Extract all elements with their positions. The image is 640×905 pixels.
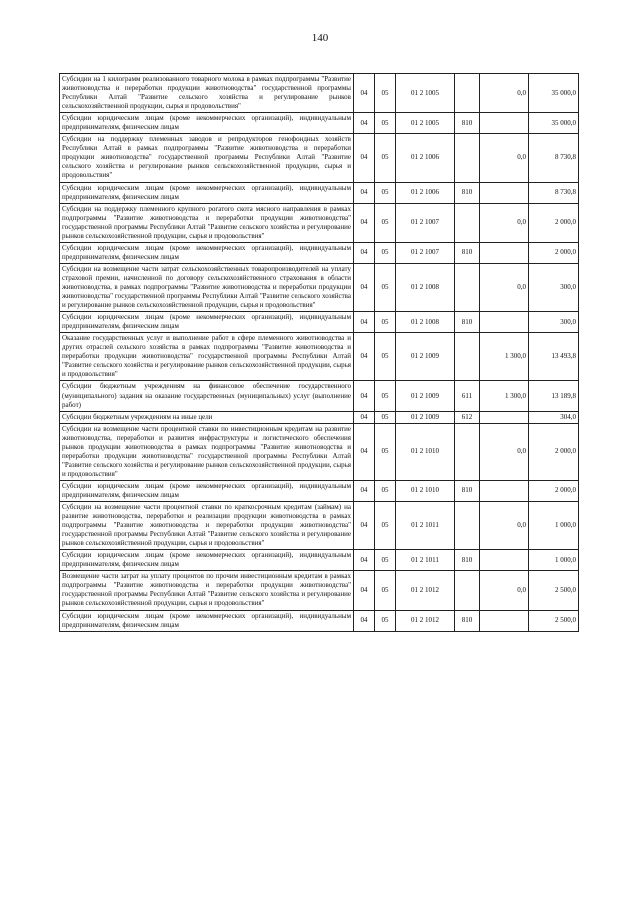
cell-expense-type xyxy=(455,263,480,311)
budget-table-body xyxy=(60,74,579,632)
budget-table xyxy=(59,73,579,632)
cell-section: 04 xyxy=(354,312,375,333)
cell-amount-a xyxy=(480,610,529,631)
cell-amount-b: 1 000,0 xyxy=(529,502,579,550)
cell-target-code: 01 2 1010 xyxy=(396,423,455,480)
cell-subsection: 05 xyxy=(375,571,396,610)
cell-description: Субсидии юридическим лицам (кроме некоммерческих организаций), индивидуальным предпринимателям, физическим лицам xyxy=(60,242,354,263)
cell-section: 04 xyxy=(354,571,375,610)
table-row xyxy=(60,333,579,381)
cell-description: Возмещение части затрат на уплату процентов по прочим инвестиционным кредитам в рамках подпрограммы "Развитие животноводства и переработки продукции животноводства" государственной программы Республики Алтай "Развитие сельского хозяйства и регулирование рынков сельскохозяйственной продукции, сырья и продовольствия" xyxy=(60,571,354,610)
cell-amount-a xyxy=(480,550,529,571)
cell-description: Субсидии юридическим лицам (кроме некоммерческих организаций), индивидуальным предпринимателям, физическим лицам xyxy=(60,113,354,134)
cell-amount-a xyxy=(480,411,529,423)
cell-expense-type xyxy=(455,423,480,480)
cell-amount-b: 13 189,8 xyxy=(529,381,579,411)
table-row xyxy=(60,480,579,501)
cell-expense-type: 810 xyxy=(455,312,480,333)
cell-section: 04 xyxy=(354,263,375,311)
cell-description: Субсидии юридическим лицам (кроме некоммерческих организаций), индивидуальным предпринимателям, физическим лицам xyxy=(60,480,354,501)
cell-amount-b: 2 000,0 xyxy=(529,242,579,263)
cell-target-code: 01 2 1008 xyxy=(396,312,455,333)
cell-subsection: 05 xyxy=(375,550,396,571)
cell-target-code: 01 2 1009 xyxy=(396,333,455,381)
table-row xyxy=(60,381,579,411)
cell-amount-a xyxy=(480,312,529,333)
table-row xyxy=(60,113,579,134)
cell-description: Субсидии на 1 килограмм реализованного товарного молока в рамках подпрограммы "Развитие животноводства и переработки продукции животноводства" государственной программы Республики Алтай "Развитие сельского хозяйства и регулирование рынков сельскохозяйственной продукции, сырья и продовольствия" xyxy=(60,74,354,113)
cell-expense-type: 810 xyxy=(455,242,480,263)
cell-target-code: 01 2 1008 xyxy=(396,263,455,311)
cell-section: 04 xyxy=(354,502,375,550)
cell-target-code: 01 2 1011 xyxy=(396,550,455,571)
cell-target-code: 01 2 1009 xyxy=(396,381,455,411)
cell-subsection: 05 xyxy=(375,333,396,381)
cell-expense-type: 810 xyxy=(455,480,480,501)
cell-amount-a: 0,0 xyxy=(480,571,529,610)
cell-subsection: 05 xyxy=(375,242,396,263)
table-row xyxy=(60,502,579,550)
cell-amount-b: 300,0 xyxy=(529,312,579,333)
cell-amount-b: 2 500,0 xyxy=(529,610,579,631)
cell-subsection: 05 xyxy=(375,423,396,480)
cell-amount-a: 1 300,0 xyxy=(480,333,529,381)
cell-description: Субсидии на возмещение части процентной ставки по инвестиционным кредитам на развитие животноводства, переработки и развития инфраструктуры и логистического обеспечения рынков продукции животноводства в рамках подпрограммы "Развитие животноводства и переработки продукции животноводства" государственной программы Республики Алтай "Развитие сельского хозяйства и регулирование рынков сельскохозяйственной продукции, сырья и продовольствия" xyxy=(60,423,354,480)
cell-description: Субсидии бюджетным учреждениям на иные цели xyxy=(60,411,354,423)
table-row xyxy=(60,134,579,182)
table-row xyxy=(60,571,579,610)
cell-description: Субсидии на возмещение части затрат сельскохозяйственных товаропроизводителей на уплату страховой премии, начисленной по договору сельскохозяйственного страхования в области животноводства, в рамках подпрограммы "Развитие животноводства и переработки продукции животноводства" государственной программы Республики Алтай "Развитие сельского хозяйства и регулирование рынков сельскохозяйственной продукции, сырья и продовольствия" xyxy=(60,263,354,311)
cell-section: 04 xyxy=(354,182,375,203)
cell-amount-a: 0,0 xyxy=(480,502,529,550)
cell-expense-type: 810 xyxy=(455,550,480,571)
cell-section: 04 xyxy=(354,203,375,242)
cell-amount-b: 1 000,0 xyxy=(529,550,579,571)
cell-amount-a xyxy=(480,182,529,203)
cell-subsection: 05 xyxy=(375,134,396,182)
cell-target-code: 01 2 1007 xyxy=(396,203,455,242)
cell-subsection: 05 xyxy=(375,381,396,411)
cell-subsection: 05 xyxy=(375,411,396,423)
cell-target-code: 01 2 1010 xyxy=(396,480,455,501)
cell-description: Субсидии юридическим лицам (кроме некоммерческих организаций), индивидуальным предпринимателям, физическим лицам xyxy=(60,182,354,203)
cell-target-code: 01 2 1009 xyxy=(396,411,455,423)
table-row xyxy=(60,312,579,333)
cell-amount-b: 2 000,0 xyxy=(529,480,579,501)
cell-expense-type xyxy=(455,74,480,113)
cell-section: 04 xyxy=(354,610,375,631)
cell-expense-type xyxy=(455,333,480,381)
cell-subsection: 05 xyxy=(375,480,396,501)
table-row xyxy=(60,610,579,631)
cell-subsection: 05 xyxy=(375,610,396,631)
cell-expense-type: 810 xyxy=(455,113,480,134)
cell-section: 04 xyxy=(354,550,375,571)
cell-amount-b: 13 493,8 xyxy=(529,333,579,381)
table-row xyxy=(60,423,579,480)
cell-subsection: 05 xyxy=(375,263,396,311)
cell-amount-a: 1 300,0 xyxy=(480,381,529,411)
table-row xyxy=(60,550,579,571)
cell-expense-type xyxy=(455,571,480,610)
cell-target-code: 01 2 1006 xyxy=(396,182,455,203)
cell-description: Субсидии юридическим лицам (кроме некоммерческих организаций), индивидуальным предпринимателям, физическим лицам xyxy=(60,312,354,333)
cell-expense-type xyxy=(455,502,480,550)
table-row xyxy=(60,242,579,263)
cell-description: Субсидии на поддержку племенных заводов и репродукторов генофондных хозяйств Республики Алтай в рамках подпрограммы "Развитие животноводства и переработки продукции животноводства" государственной программы Республики Алтай "Развитие сельского хозяйства и регулирование рынков сельскохозяйственной продукции, сырья и продовольствия" xyxy=(60,134,354,182)
table-row xyxy=(60,411,579,423)
cell-description: Субсидии юридическим лицам (кроме некоммерческих организаций), индивидуальным предпринимателям, физическим лицам xyxy=(60,550,354,571)
cell-description: Субсидии на поддержку племенного крупного рогатого скота мясного направления в рамках подпрограммы "Развитие животноводства и переработки продукции животноводства" государственной программы Республики Алтай "Развитие сельского хозяйства и регулирование рынков сельскохозяйственной продукции, сырья и продовольствия" xyxy=(60,203,354,242)
cell-target-code: 01 2 1006 xyxy=(396,134,455,182)
cell-target-code: 01 2 1012 xyxy=(396,571,455,610)
cell-section: 04 xyxy=(354,113,375,134)
cell-expense-type: 810 xyxy=(455,610,480,631)
cell-section: 04 xyxy=(354,411,375,423)
cell-amount-b: 8 730,8 xyxy=(529,182,579,203)
cell-section: 04 xyxy=(354,333,375,381)
cell-expense-type xyxy=(455,134,480,182)
cell-amount-a: 0,0 xyxy=(480,134,529,182)
cell-section: 04 xyxy=(354,480,375,501)
cell-description: Субсидии юридическим лицам (кроме некоммерческих организаций), индивидуальным предпринимателям, физическим лицам xyxy=(60,610,354,631)
cell-description: Субсидии бюджетным учреждениям на финансовое обеспечение государственного (муниципального) задания на оказание государственных (муниципальных) услуг (выполнение работ) xyxy=(60,381,354,411)
cell-amount-b: 2 000,0 xyxy=(529,203,579,242)
cell-target-code: 01 2 1011 xyxy=(396,502,455,550)
cell-subsection: 05 xyxy=(375,312,396,333)
table-row xyxy=(60,203,579,242)
cell-amount-a: 0,0 xyxy=(480,263,529,311)
cell-amount-b: 300,0 xyxy=(529,263,579,311)
cell-subsection: 05 xyxy=(375,502,396,550)
cell-amount-b: 35 000,0 xyxy=(529,113,579,134)
table-row xyxy=(60,263,579,311)
cell-target-code: 01 2 1005 xyxy=(396,113,455,134)
cell-amount-b: 35 000,0 xyxy=(529,74,579,113)
cell-subsection: 05 xyxy=(375,74,396,113)
table-row xyxy=(60,74,579,113)
cell-subsection: 05 xyxy=(375,113,396,134)
cell-description: Субсидии на возмещение части процентной ставки по краткосрочным кредитам (займам) на развитие животноводства, переработки и реализации продукции животноводства в рамках подпрограммы "Развитие животноводства и переработки продукции животноводства" государственной программы Республики Алтай "Развитие сельского хозяйства и регулирование рынков сельскохозяйственной продукции, сырья и продовольствия" xyxy=(60,502,354,550)
cell-section: 04 xyxy=(354,381,375,411)
page-number: 140 xyxy=(311,32,329,44)
cell-target-code: 01 2 1005 xyxy=(396,74,455,113)
cell-target-code: 01 2 1012 xyxy=(396,610,455,631)
cell-subsection: 05 xyxy=(375,203,396,242)
table-row xyxy=(60,182,579,203)
cell-amount-a: 0,0 xyxy=(480,74,529,113)
cell-amount-a xyxy=(480,242,529,263)
cell-amount-a xyxy=(480,113,529,134)
cell-description: Оказание государственных услуг и выполнение работ в сфере племенного животноводства и других отраслей сельского хозяйства в рамках подпрограммы "Развитие животноводства и переработки продукции животноводства" государственной программы Республики Алтай "Развитие сельского хозяйства и регулирование рынков сельскохозяйственной продукции, сырья и продовольствия" xyxy=(60,333,354,381)
cell-expense-type: 611 xyxy=(455,381,480,411)
cell-section: 04 xyxy=(354,423,375,480)
cell-amount-a xyxy=(480,480,529,501)
cell-amount-b: 304,0 xyxy=(529,411,579,423)
cell-subsection: 05 xyxy=(375,182,396,203)
cell-amount-b: 8 730,8 xyxy=(529,134,579,182)
cell-section: 04 xyxy=(354,74,375,113)
cell-target-code: 01 2 1007 xyxy=(396,242,455,263)
cell-expense-type xyxy=(455,203,480,242)
cell-expense-type: 810 xyxy=(455,182,480,203)
cell-section: 04 xyxy=(354,242,375,263)
cell-amount-b: 2 000,0 xyxy=(529,423,579,480)
cell-amount-a: 0,0 xyxy=(480,203,529,242)
cell-section: 04 xyxy=(354,134,375,182)
cell-amount-a: 0,0 xyxy=(480,423,529,480)
cell-amount-b: 2 500,0 xyxy=(529,571,579,610)
cell-expense-type: 612 xyxy=(455,411,480,423)
